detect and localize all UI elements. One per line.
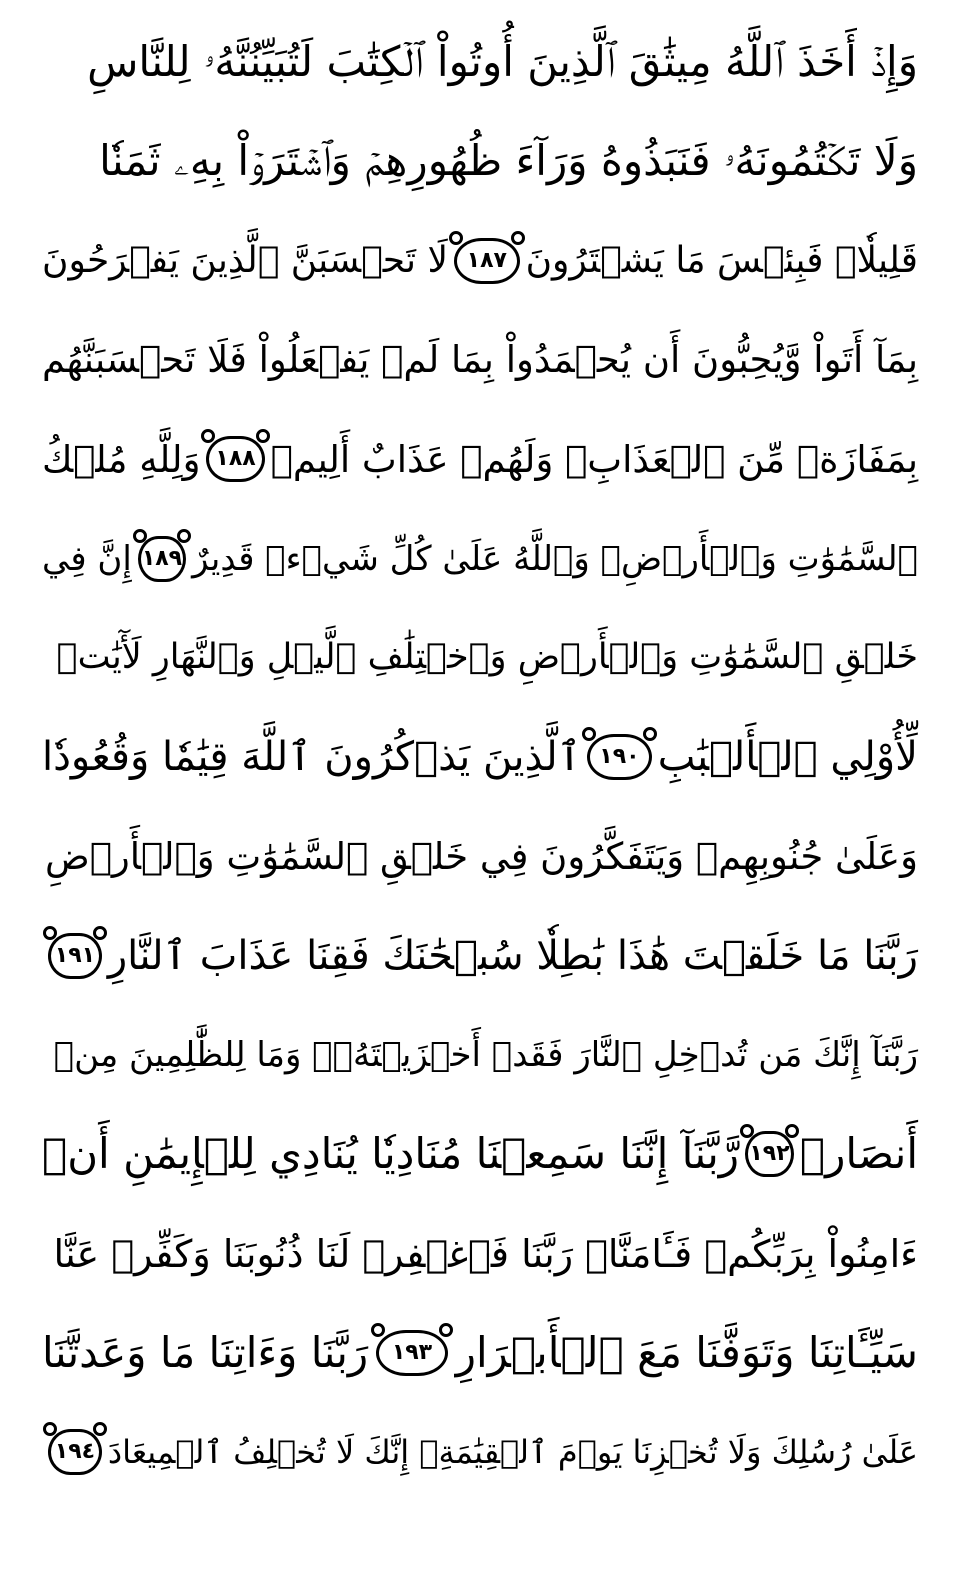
verse-text: لَا تَحۡسَبَنَّ ٱلَّذِينَ يَفۡرَحُونَ	[42, 239, 448, 281]
text-line	[42, 812, 918, 900]
verse-text: ٱلسَّمَٰوَٰتِ وَٱلۡأَرۡضِۗ وَٱللَّهُ عَلَىٰ كُلِّ شَيۡءٖ قَدِيرٌ	[192, 538, 918, 579]
verse-text: بِمَآ أَتَواْ وَّيُحِبُّونَ أَن يُحۡمَدُواْ بِمَا لَمۡ يَفۡعَلُواْ فَلَا تَحۡسَبَنَّهُم	[41, 338, 918, 382]
verse-number-marker	[376, 1330, 448, 1376]
verse-number-marker	[587, 734, 652, 780]
verse-number-marker	[745, 1131, 794, 1177]
verse-text: وَلَا تَكۡتُمُونَهُۥ فَنَبَذُوهُ وَرَآءَ ظُهُورِهِمۡ وَٱشۡتَرَوۡاْ بِهِۦ ثَمَنٗا	[99, 136, 918, 186]
verse-text: ٱلَّذِينَ يَذۡكُرُونَ ٱللَّهَ قِيَٰمٗا وَقُعُودٗا	[42, 734, 582, 781]
text-line	[42, 117, 918, 205]
verse-text: بِمَفَازَةٖ مِّنَ ٱلۡعَذَابِۖ وَلَهُمۡ عَذَابٌ أَلِيمٞ	[270, 437, 918, 481]
verse-text: إِنَّ فِي	[42, 538, 132, 579]
verse-number-marker	[138, 536, 186, 582]
text-line	[42, 316, 918, 404]
text-line	[42, 1110, 918, 1198]
text-line	[42, 1011, 918, 1099]
verse-text: وَعَلَىٰ جُنُوبِهِمۡ وَيَتَفَكَّرُونَ فِي خَلۡقِ ٱلسَّمَٰوَٰتِ وَٱلۡأَرۡضِ	[44, 834, 918, 878]
verse-text: خَلۡقِ ٱلسَّمَٰوَٰتِ وَٱلۡأَرۡضِ وَٱخۡتِلَٰفِ ٱلَّيۡلِ وَٱلنَّهَارِ لَأٓيَٰتٖ	[56, 637, 918, 678]
verse-number: ١٩٢	[749, 1141, 790, 1167]
verse-number: ١٩٠	[599, 744, 640, 770]
text-line	[42, 18, 918, 106]
verse-text: لِّأُوْلِي ٱلۡأَلۡبَٰبِ	[657, 734, 918, 781]
verse-text: وَإِذۡ أَخَذَ ٱللَّهُ مِيثَٰقَ ٱلَّذِينَ أُوتُواْ ٱلۡكِتَٰبَ لَتُبَيِّنُنَّهُۥ لِلنَّاسِ	[87, 37, 918, 86]
text-line	[42, 1309, 918, 1397]
verse-number: ١٩١	[54, 942, 96, 968]
text-line	[42, 217, 918, 305]
verse-text: رَبَّنَآ إِنَّكَ مَن تُدۡخِلِ ٱلنَّارَ فَقَدۡ أَخۡزَيۡتَهُۥۖ وَمَا لِلظَّٰلِمِينَ مِنۡ	[53, 1035, 918, 1075]
verse-number-marker	[48, 933, 102, 979]
verse-number-marker	[454, 238, 520, 284]
verse-number-marker	[48, 1429, 102, 1475]
text-line	[42, 1210, 918, 1298]
text-line	[42, 515, 918, 603]
verse-number: ١٨٩	[141, 545, 183, 571]
text-line	[42, 614, 918, 702]
verse-text: ءَامِنُواْ بِرَبِّكُمۡ فَـَٔامَنَّاۚ رَبَّنَا فَٱغۡفِرۡ لَنَا ذُنُوبَنَا وَكَفِّرۡ عَنَّا	[53, 1231, 918, 1276]
verse-number: ١٩٣	[391, 1339, 433, 1365]
text-line	[42, 912, 918, 1000]
verse-number: ١٨٨	[215, 446, 256, 472]
text-line	[42, 1408, 918, 1496]
verse-text: رَبَّنَا مَا خَلَقۡتَ هَٰذَا بَٰطِلٗا سُبۡحَٰنَكَ فَقِنَا عَذَابَ ٱلنَّارِ	[107, 932, 918, 979]
verse-number-marker	[206, 436, 264, 482]
verse-number: ١٩٤	[54, 1439, 96, 1465]
verse-text: رَّبَّنَآ إِنَّنَا سَمِعۡنَا مُنَادِيٗا يُنَادِي لِلۡإِيمَٰنِ أَنۡ	[42, 1129, 740, 1179]
verse-text: رَبَّنَا وَءَاتِنَا مَا وَعَدتَّنَا	[42, 1327, 369, 1377]
verse-text: سَيِّـَٔاتِنَا وَتَوَفَّنَا مَعَ ٱلۡأَبۡرَارِ	[455, 1327, 918, 1377]
verse-text: عَلَىٰ رُسُلِكَ وَلَا تُخۡزِنَا يَوۡمَ ٱلۡقِيَٰمَةِۖ إِنَّكَ لَا تُخۡلِفُ ٱلۡمِيعَادَ	[107, 1433, 918, 1472]
text-line	[42, 415, 918, 503]
verse-text: وَلِلَّهِ مُلۡكُ	[42, 437, 201, 481]
verse-text: قَلِيلٗاۖ فَبِئۡسَ مَا يَشۡتَرُونَ	[525, 239, 918, 281]
verse-text: أَنصَارٖ	[799, 1129, 918, 1179]
text-line	[42, 713, 918, 801]
verse-number: ١٨٧	[466, 247, 507, 273]
